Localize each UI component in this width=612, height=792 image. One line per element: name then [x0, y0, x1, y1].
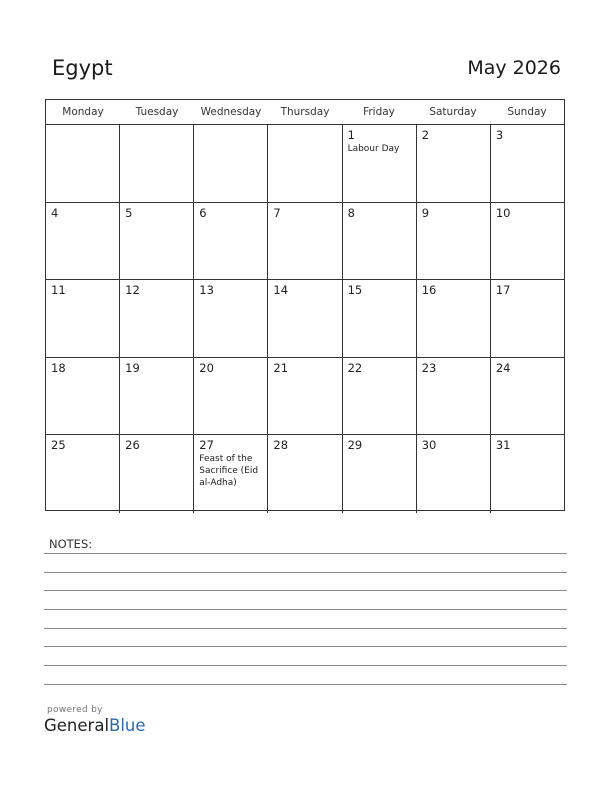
- day-number: 21: [273, 360, 289, 375]
- day-cell[interactable]: [491, 125, 564, 202]
- day-cell[interactable]: [491, 280, 564, 357]
- day-number: 19: [125, 360, 140, 375]
- notes-line: [44, 553, 567, 554]
- day-number: 23: [421, 360, 437, 375]
- day-number: 8: [347, 205, 355, 220]
- week-row: [46, 435, 564, 513]
- weekday-label: Wednesday: [200, 106, 262, 118]
- day-cell[interactable]: [491, 203, 564, 280]
- notes-line: [44, 590, 567, 591]
- notes-line: [44, 665, 567, 666]
- week-row: [46, 125, 564, 203]
- calendar-grid: [45, 99, 565, 511]
- day-cell[interactable]: [194, 435, 268, 513]
- notes-line: [44, 628, 567, 629]
- day-number: 30: [421, 438, 437, 452]
- weekday-label: Friday: [363, 106, 395, 118]
- day-cell[interactable]: [46, 203, 120, 280]
- week-row: [46, 280, 564, 358]
- day-cell[interactable]: [194, 280, 268, 357]
- day-number: 11: [51, 283, 66, 297]
- day-number: 28: [273, 438, 289, 452]
- week-row: [46, 203, 564, 281]
- weekday-label: Thursday: [280, 106, 330, 118]
- day-cell[interactable]: [417, 203, 491, 280]
- weekday-label: Tuesday: [135, 106, 179, 118]
- day-cell[interactable]: [491, 435, 564, 513]
- notes-label: NOTES:: [49, 537, 93, 551]
- day-cell[interactable]: [417, 435, 491, 513]
- day-number: 5: [125, 205, 133, 220]
- day-number: 15: [347, 283, 363, 297]
- day-cell[interactable]: [491, 358, 564, 435]
- day-number: 2: [421, 128, 430, 142]
- day-cell[interactable]: [268, 280, 342, 357]
- weekday-label: Sunday: [507, 106, 547, 118]
- country-title: Egypt: [52, 56, 113, 80]
- day-cell[interactable]: [417, 125, 491, 202]
- powered-by-text: powered by: [47, 705, 103, 715]
- day-number: 1: [347, 128, 355, 142]
- day-cell[interactable]: [343, 125, 417, 202]
- month-title: May 2026: [467, 57, 561, 79]
- day-number: 14: [273, 283, 289, 297]
- day-number: 20: [199, 360, 214, 375]
- notes-line: [44, 572, 567, 573]
- day-cell[interactable]: [120, 125, 194, 202]
- day-cell[interactable]: [46, 125, 120, 202]
- holiday-label: Feast of the Sacrifice (Eid al-Adha): [199, 454, 259, 488]
- day-cell[interactable]: [46, 280, 120, 357]
- day-cell[interactable]: [120, 203, 194, 280]
- day-number: 31: [495, 438, 511, 452]
- day-number: 7: [273, 205, 281, 220]
- day-number: 22: [347, 360, 363, 375]
- day-cell[interactable]: [268, 203, 342, 280]
- day-cell[interactable]: [194, 125, 268, 202]
- day-cell[interactable]: [268, 435, 342, 513]
- brand-general: General: [44, 716, 110, 735]
- day-number: 13: [199, 283, 214, 297]
- weekday-label: Monday: [62, 106, 104, 118]
- day-cell[interactable]: [120, 435, 194, 513]
- day-number: 3: [495, 128, 504, 142]
- day-cell[interactable]: [268, 125, 342, 202]
- holiday-label: Labour Day: [347, 144, 400, 154]
- day-cell[interactable]: [46, 435, 120, 513]
- day-number: 24: [495, 360, 511, 375]
- day-cell[interactable]: [194, 203, 268, 280]
- day-cell[interactable]: [417, 358, 491, 435]
- notes-line: [44, 684, 567, 685]
- day-cell[interactable]: [343, 280, 417, 357]
- day-number: 17: [495, 283, 511, 297]
- day-cell[interactable]: [343, 358, 417, 435]
- week-row: [46, 358, 564, 436]
- day-number: 16: [421, 283, 437, 297]
- notes-line: [44, 609, 567, 610]
- day-number: 12: [125, 283, 140, 297]
- day-number: 4: [51, 205, 59, 220]
- notes-line: [44, 646, 567, 647]
- weekday-label: Saturday: [429, 106, 477, 118]
- day-number: 29: [347, 438, 363, 452]
- day-cell[interactable]: [120, 358, 194, 435]
- day-number: 27: [199, 438, 214, 452]
- day-number: 25: [51, 438, 66, 452]
- brand-blue: Blue: [109, 716, 146, 735]
- day-cell[interactable]: [194, 358, 268, 435]
- day-cell[interactable]: [268, 358, 342, 435]
- weekday-header-row: [46, 100, 564, 125]
- day-cell[interactable]: [343, 435, 417, 513]
- brand-logo[interactable]: [44, 716, 146, 735]
- day-number: 10: [495, 205, 511, 220]
- day-cell[interactable]: [343, 203, 417, 280]
- day-number: 9: [421, 205, 430, 220]
- day-cell[interactable]: [120, 280, 194, 357]
- day-number: 26: [125, 438, 140, 452]
- day-cell[interactable]: [417, 280, 491, 357]
- day-number: 18: [51, 360, 66, 375]
- day-number: 6: [199, 205, 207, 220]
- day-cell[interactable]: [46, 358, 120, 435]
